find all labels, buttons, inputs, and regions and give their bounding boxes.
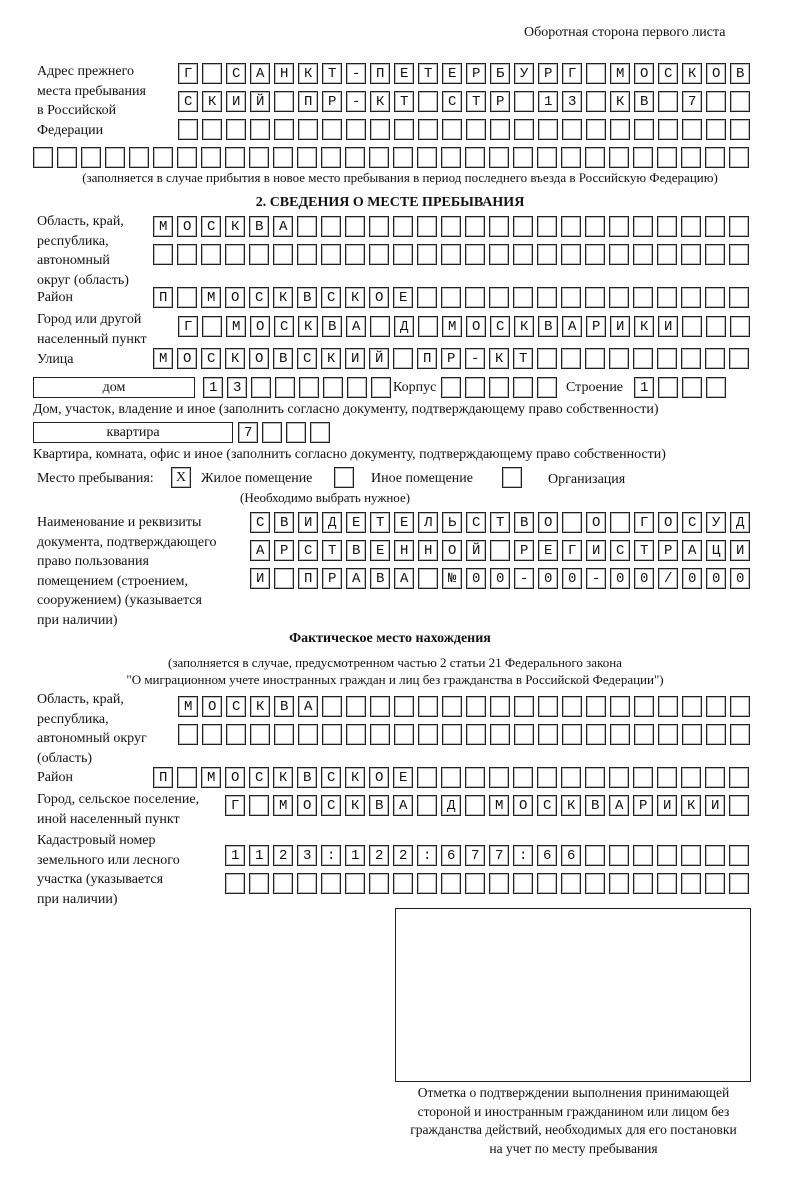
region-row-1[interactable]: МОСКВА	[159, 218, 760, 235]
actual-city-row[interactable]: Г МОСКВА Д МОСКВАРИКИ	[231, 797, 760, 814]
actual-note-2: "О миграционном учете иностранных граждан и лиц без гражданства в Российской Федерации")	[126, 672, 664, 687]
cadastral-label: Кадастровый номер земельного или лесного участка (указывается при наличии)	[37, 833, 180, 907]
actual-region-label: Область, край, республика, автономный округ (область)	[37, 692, 147, 766]
actual-note-1: (заполняется в случае, предусмотренном частью 2 статьи 21 Федерального закона	[168, 655, 622, 670]
korpus-row[interactable]	[447, 379, 567, 398]
district-label: Район	[37, 290, 73, 305]
stay-option-other-checkbox[interactable]	[334, 467, 354, 488]
street-label: Улица	[37, 352, 74, 367]
stay-option-organization-label: Организация	[548, 472, 626, 487]
region-label: Область, край, республика, автономный округ (область)	[37, 214, 129, 288]
previous-address-row-3[interactable]	[184, 121, 760, 140]
document-row-1[interactable]: СВИДЕТЕЛЬСТВО О ГОСУД	[256, 514, 761, 531]
previous-address-row-4[interactable]	[39, 149, 759, 168]
building-label: Строение	[566, 380, 624, 395]
stay-option-organization-checkbox[interactable]	[502, 467, 522, 488]
actual-district-row[interactable]: П МОСКВСКОЕ	[159, 769, 760, 786]
stay-label: Место пребывания:	[37, 471, 154, 486]
cadastral-row-2[interactable]	[231, 875, 759, 894]
cadastral-row-1[interactable]: 1123:122:677:66	[231, 847, 760, 864]
district-row[interactable]: П МОСКВСКОЕ	[159, 289, 760, 306]
document-label: Наименование и реквизиты документа, подтверждающего право пользования помещением (строением, сооружением) (указывается при наличии)	[37, 515, 217, 628]
actual-district-label: Район	[37, 770, 73, 785]
korpus-label: Корпус	[393, 380, 437, 395]
stay-option-residential-checkbox[interactable]: X	[171, 467, 191, 488]
document-row-2[interactable]: АРСТВЕННОЙ РЕГИСТРАЦИ	[256, 542, 761, 559]
house-type-field[interactable]: дом	[33, 377, 195, 398]
stay-note: (Необходимо выбрать нужное)	[240, 490, 411, 505]
previous-address-label: Адрес прежнего места пребывания в Российской Федерации	[37, 64, 146, 138]
stay-option-other-label: Иное помещение	[371, 471, 473, 486]
house-note: Дом, участок, владение и иное (заполнить согласно документу, подтверждающему право собственности)	[33, 402, 659, 417]
street-row[interactable]: МОСКОВСКИЙ ПР-КТ	[159, 350, 760, 367]
actual-city-label: Город, сельское поселение, иной населенный пункт	[37, 792, 200, 827]
stay-option-residential-label: Жилое помещение	[201, 471, 313, 486]
document-row-3[interactable]: И ПРАВА №00-00-00/000	[256, 570, 761, 587]
flat-number-row[interactable]: 7	[244, 424, 341, 441]
actual-region-row-2[interactable]	[184, 726, 760, 745]
section-2-title: 2. СВЕДЕНИЯ О МЕСТЕ ПРЕБЫВАНИЯ	[255, 195, 525, 210]
city-row[interactable]: Г МОСКВА Д МОСКВАРИКИ	[184, 318, 761, 335]
flat-type-field[interactable]: квартира	[33, 422, 233, 443]
flat-note: Квартира, комната, офис и иное (заполнить согласно документу, подтверждающему право собственности)	[33, 447, 666, 462]
page-header: Оборотная сторона первого листа	[524, 25, 726, 40]
previous-address-row-1[interactable]: Г САНКТ-ПЕТЕРБУРГ МОСКОВ	[184, 65, 761, 82]
region-row-2[interactable]	[159, 246, 759, 265]
building-row[interactable]: 1	[640, 379, 737, 396]
previous-address-note: (заполняется в случае прибытия в новое место пребывания в период последнего въезда в Российскую Федерацию)	[82, 170, 718, 185]
house-number-row[interactable]: 13	[209, 379, 402, 396]
actual-region-row-1[interactable]: МОСКВА	[184, 698, 761, 715]
city-label: Город или другой населенный пункт	[37, 312, 147, 347]
actual-location-title: Фактическое место нахождения	[289, 631, 491, 646]
confirmation-caption: Отметка о подтверждении выполнения принимающей стороной и иностранным гражданином или лицом без гражданства действий, необходимых для его постановки на учет по месту пребывания	[410, 1085, 737, 1156]
confirmation-stamp-box	[395, 908, 751, 1082]
previous-address-row-2[interactable]: СКИЙ ПР-КТ СТР 13 КВ 7	[184, 93, 761, 110]
